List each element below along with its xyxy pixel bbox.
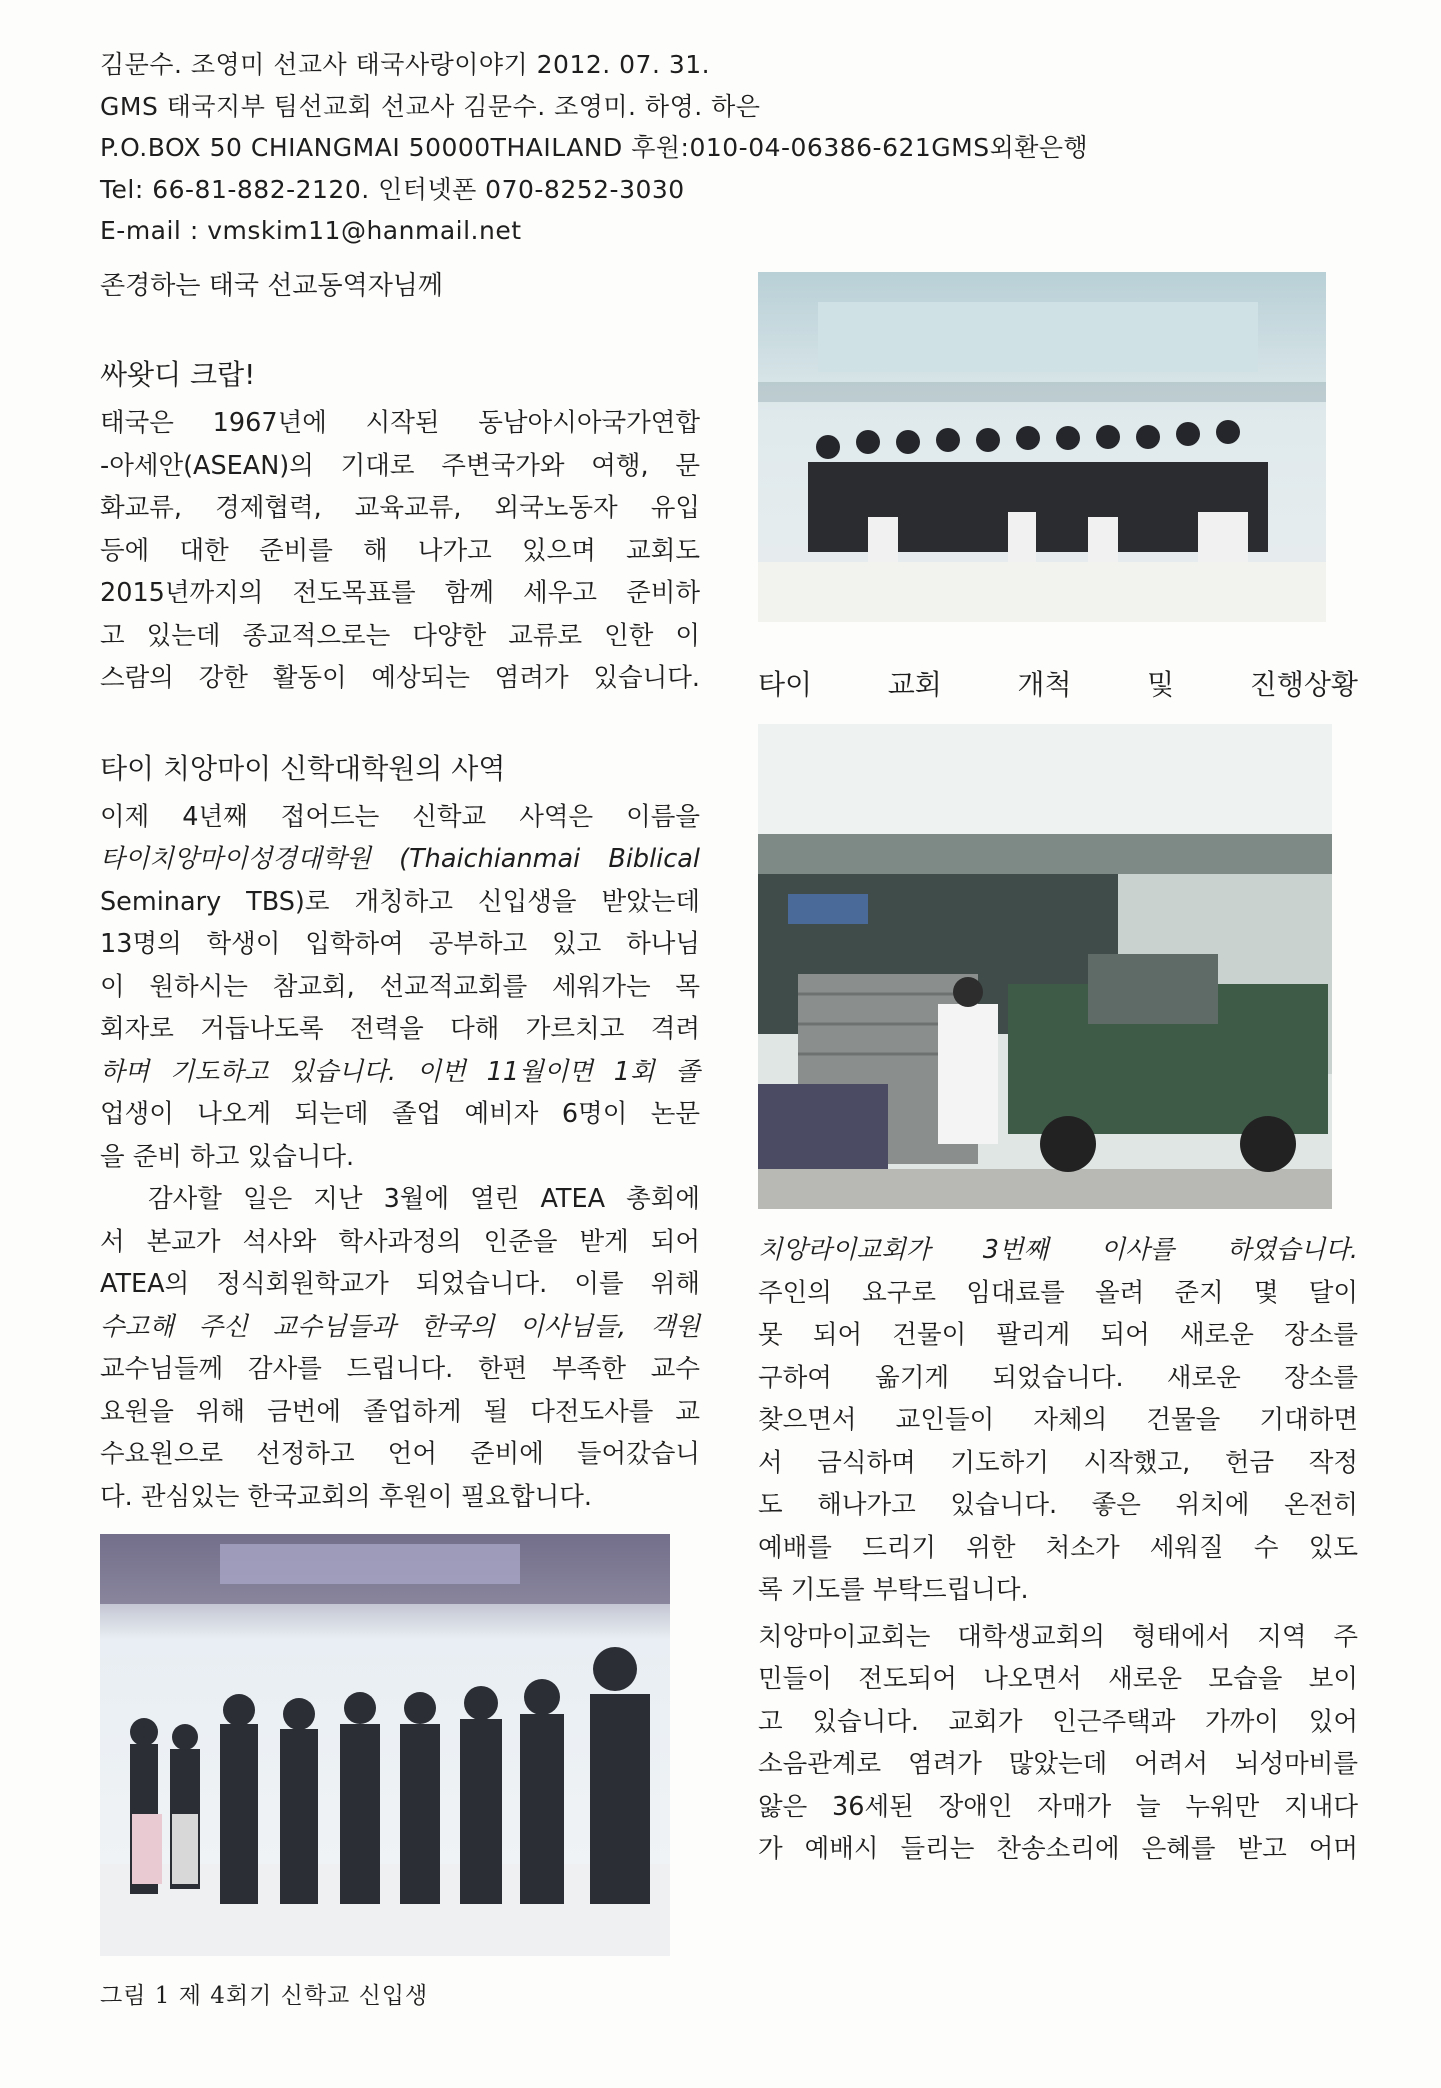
header-email-line: E-mail : vmskim11@hanmail.net [100,216,522,245]
paragraph-line: 록 기도를 부탁드립니다. [758,1575,1029,1605]
letter-header [100,44,1340,252]
heading-word: 타이 [758,668,813,701]
paragraph-line: 구하여 옮기게 되었습니다. 새로운 장소를 [758,1362,1358,1393]
paragraph-line: 화교류, 경제협력, 교육교류, 외국노동자 유입 [100,493,700,523]
paragraph-line: 2015년까지의 전도목표를 함께 세우고 준비하 [100,578,700,608]
paragraph-line: 앓은 36세된 장애인 자매가 늘 누워만 지내다 [758,1791,1358,1822]
paragraph-line: -아세안(ASEAN)의 기대로 주변국가와 여행, 문 [100,450,700,481]
paragraph-line: 교수님들께 감사를 드립니다. 한편 부족한 교수 [100,1354,700,1384]
paragraph-line: 예배를 드리기 위한 처소가 세워질 수 있도 [758,1532,1358,1563]
paragraph-line: 치앙마이교회는 대학생교회의 형태에서 지역 주 [758,1621,1358,1652]
paragraph-line: 이 원하시는 참교회, 선교적교회를 세워가는 목 [100,971,700,1002]
new-students-photo [100,1534,670,1956]
paragraph-line: 회자로 거듭나도록 전력을 다해 가르치고 격려 [100,1014,700,1044]
seminary-section-title: 타이 치앙마이 신학대학원의 사역 [100,751,506,785]
paragraph-line: 찾으면서 교인들이 자체의 건물을 기대하면 [758,1405,1358,1435]
chiangrai-paragraph [758,1229,1358,1612]
paragraph-line: 을 준비 하고 있습니다. [100,1141,355,1172]
paragraph-line: 요원을 위해 금번에 졸업하게 될 다전도사를 교 [100,1396,700,1427]
paragraph-line: 고 있습니다. 교회가 인근주택과 가까이 있어 [758,1706,1358,1737]
paragraph-line: 타이치앙마이성경대학원 (Thaichianmai Biblical [100,844,700,874]
paragraph-line: 치앙라이교회가 3번째 이사를 하였습니다. [758,1235,1358,1265]
paragraph-line: 업생이 나오게 되는데 졸업 예비자 6명이 논문 [100,1099,700,1129]
right-column [758,272,1358,1871]
paragraph-line: 도 해나가고 있습니다. 좋은 위치에 온전히 [758,1490,1358,1520]
paragraph-line: 주인의 요구로 임대료를 올려 준지 몇 달이 [758,1277,1358,1308]
paragraph-line: 고 있는데 종교적으로는 다양한 교류로 인한 이 [100,620,700,651]
paragraph-line: 서 본교가 석사와 학사과정의 인준을 받게 되어 [100,1226,700,1257]
greeting: 존경하는 태국 선교동역자님께 [100,271,444,301]
paragraph-line: 이제 4년째 접어드는 신학교 사역은 이름을 [100,801,700,832]
paragraph-line: 가 예배시 들리는 찬송소리에 은혜를 받고 어머 [758,1834,1358,1864]
header-title-line: 김문수. 조영미 선교사 태국사랑이야기 2012. 07. 31. [100,50,711,79]
paragraph-line: Seminary TBS)로 개칭하고 신입생을 받았는데 [100,886,700,917]
seminary-paragraph [100,796,700,1179]
paragraph-line: 13명의 학생이 입학하여 공부하고 있고 하나님 [100,929,700,959]
paragraph-line: 스람의 강한 활동이 예상되는 염려가 있습니다. [100,663,700,693]
header-organization-line: GMS 태국지부 팀선교회 선교사 김문수. 조영미. 하영. 하은 [100,91,761,121]
paragraph-line: 민들이 전도되어 나오면서 새로운 모습을 보이 [758,1664,1358,1694]
heading-word: 진행상황 [1249,668,1358,701]
paragraph-line: 감사할 일은 지난 3월에 열린 ATEA 총회에 [148,1184,700,1214]
asean-paragraph [100,402,700,700]
heading-word: 개척 [1017,668,1072,701]
paragraph-line: 수고해 주신 교수님들과 한국의 이사님들, 객원 [100,1311,700,1342]
paragraph-line: 등에 대한 준비를 해 나가고 있으며 교회도 [100,535,700,566]
header-address-line: P.O.BOX 50 CHIANGMAI 50000THAILAND 후원:010-04-06386-621GMS외환은행 [100,133,1089,162]
group-photo [758,272,1326,622]
header-phone-line: Tel: 66-81-882-2120. 인터넷폰 070-8252-3030 [100,174,685,204]
church-building-photo [758,724,1332,1209]
left-column [100,268,700,2012]
paragraph-line: 태국은 1967년에 시작된 동남아시아국가연합 [100,408,700,438]
atea-paragraph [100,1178,700,1518]
paragraph-line: 수요원으로 선정하고 언어 준비에 들어갔습니 [100,1439,700,1469]
heading-word: 교회 [887,668,942,701]
paragraph-line: 다. 관심있는 한국교회의 후원이 필요합니다. [100,1481,593,1512]
paragraph-line: 못 되어 건물이 팔리게 되어 새로운 장소를 [758,1320,1358,1350]
heading-word: 및 [1147,668,1175,701]
paragraph-line: 서 금식하며 기도하기 시작했고, 헌금 작정 [758,1447,1358,1478]
photo-caption: 그림 1 제 4회기 신학교 신입생 [100,1983,429,2009]
section-greeting-title: 싸왓디 크랍! [100,358,256,391]
paragraph-line: 하며 기도하고 있습니다. 이번 11월이면 1회 졸 [100,1056,700,1087]
paragraph-line: 소음관계로 염려가 많았는데 어려서 뇌성마비를 [758,1749,1358,1779]
church-planting-heading [758,666,1358,704]
chiangmai-paragraph [758,1616,1358,1871]
paragraph-line: ATEA의 정식회원학교가 되었습니다. 이를 위해 [100,1269,700,1299]
